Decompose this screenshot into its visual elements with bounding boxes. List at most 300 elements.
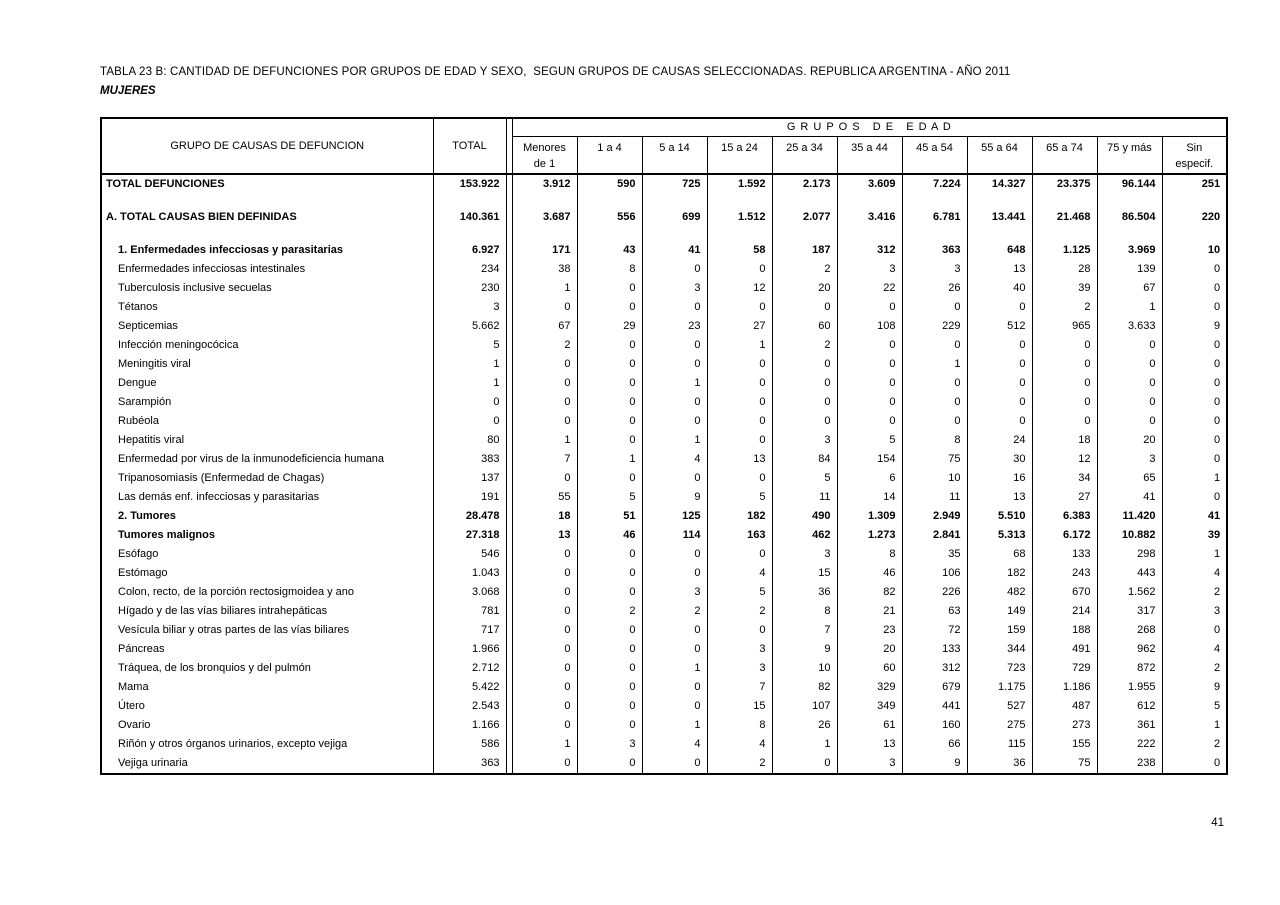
value-cell: 14.327 [967,174,1032,194]
value-cell: 0 [512,393,577,412]
total-value-cell: 153.922 [433,174,506,194]
value-cell: 27 [707,317,772,336]
value-cell: 2 [1032,298,1097,317]
value-cell: 0 [642,564,707,583]
value-cell: 512 [967,317,1032,336]
value-cell: 0 [642,355,707,374]
value-cell: 36 [772,583,837,602]
value-cell: 220 [1162,208,1227,227]
value-cell: 7 [512,450,577,469]
value-cell: 490 [772,507,837,526]
age-column-header [707,136,772,174]
value-cell: 5.313 [967,526,1032,545]
value-cell: 0 [577,659,642,678]
value-cell: 82 [837,583,902,602]
value-cell: 0 [577,412,642,431]
value-cell: 58 [707,241,772,260]
value-cell: 7.224 [902,174,967,194]
value-cell: 5 [707,488,772,507]
total-value-cell: 140.361 [433,208,506,227]
value-cell: 160 [902,716,967,735]
value-cell: 171 [512,241,577,260]
total-value-cell: 28.478 [433,507,506,526]
cause-label: Tripanosomiasis (Enfermedad de Chagas) [101,469,433,488]
value-cell: 0 [1162,279,1227,298]
value-cell: 61 [837,716,902,735]
value-cell: 1.955 [1097,678,1162,697]
value-cell: 30 [967,450,1032,469]
value-cell: 3 [902,260,967,279]
value-cell: 487 [1032,697,1097,716]
value-cell: 6.781 [902,208,967,227]
age-column-header [837,136,902,174]
value-cell: 491 [1032,640,1097,659]
value-cell: 29 [577,317,642,336]
age-column-header [772,136,837,174]
value-cell: 13 [967,260,1032,279]
cause-label: Mama [101,678,433,697]
value-cell: 0 [902,374,967,393]
table-row [101,697,1227,716]
value-cell: 82 [772,678,837,697]
table-row [101,583,1227,602]
value-cell: 18 [1032,431,1097,450]
value-cell: 0 [967,374,1032,393]
cause-label: 1. Enfermedades infecciosas y parasitarias [101,241,433,260]
value-cell: 0 [512,754,577,774]
value-cell: 3.969 [1097,241,1162,260]
value-cell: 0 [902,336,967,355]
value-cell: 3.687 [512,208,577,227]
value-cell: 21.468 [1032,208,1097,227]
table-row [101,488,1227,507]
table-row [101,208,1227,227]
value-cell: 20 [1097,431,1162,450]
value-cell: 0 [707,298,772,317]
value-cell [642,194,707,208]
value-cell: 0 [772,412,837,431]
value-cell: 26 [902,279,967,298]
value-cell: 3.912 [512,174,577,194]
value-cell: 75 [902,450,967,469]
value-cell: 0 [512,545,577,564]
value-cell: 12 [707,279,772,298]
value-cell: 1 [1162,469,1227,488]
value-cell: 39 [1162,526,1227,545]
value-cell: 11 [902,488,967,507]
value-cell: 0 [707,431,772,450]
value-cell: 1 [707,336,772,355]
total-column-header: TOTAL [433,118,506,174]
value-cell: 8 [577,260,642,279]
total-value-cell: 6.927 [433,241,506,260]
value-cell: 329 [837,678,902,697]
value-cell: 0 [512,355,577,374]
value-cell: 155 [1032,735,1097,754]
value-cell: 2 [1162,659,1227,678]
value-cell: 243 [1032,564,1097,583]
cause-label [101,227,433,241]
value-cell: 8 [707,716,772,735]
value-cell: 1 [1162,716,1227,735]
value-cell: 0 [512,640,577,659]
value-cell: 2 [772,260,837,279]
cause-label: Ovario [101,716,433,735]
value-cell: 0 [642,469,707,488]
value-cell: 0 [577,298,642,317]
total-value-cell: 3 [433,298,506,317]
value-cell: 0 [707,374,772,393]
value-cell: 3 [577,735,642,754]
value-cell: 214 [1032,602,1097,621]
cause-label: Sarampión [101,393,433,412]
value-cell: 0 [642,298,707,317]
total-value-cell: 0 [433,412,506,431]
value-cell: 0 [1162,336,1227,355]
value-cell: 462 [772,526,837,545]
value-cell: 0 [512,374,577,393]
value-cell: 251 [1162,174,1227,194]
value-cell: 363 [902,241,967,260]
value-cell: 0 [772,374,837,393]
age-header-line: 15 a 24 [721,141,758,154]
value-cell: 0 [577,583,642,602]
value-cell: 2.841 [902,526,967,545]
value-cell: 0 [577,336,642,355]
value-cell: 0 [707,393,772,412]
value-cell: 22 [837,279,902,298]
value-cell: 349 [837,697,902,716]
value-cell: 0 [837,355,902,374]
value-cell: 7 [707,678,772,697]
page-number: 41 [1211,817,1224,829]
value-cell: 0 [642,412,707,431]
value-cell: 312 [837,241,902,260]
value-cell: 60 [772,317,837,336]
age-header-line: 35 a 44 [851,141,888,154]
value-cell: 0 [1032,355,1097,374]
value-cell: 317 [1097,602,1162,621]
value-cell: 441 [902,697,967,716]
value-cell [1032,227,1097,241]
value-cell: 0 [577,621,642,640]
value-cell: 4 [707,735,772,754]
value-cell: 0 [1162,374,1227,393]
cause-column-header: GRUPO DE CAUSAS DE DEFUNCION [101,118,433,174]
value-cell: 2 [577,602,642,621]
value-cell: 443 [1097,564,1162,583]
cause-label: A. TOTAL CAUSAS BIEN DEFINIDAS [101,208,433,227]
value-cell: 5.510 [967,507,1032,526]
age-header-line: 45 a 54 [916,141,953,154]
value-cell: 3 [642,279,707,298]
value-cell [1162,194,1227,208]
value-cell: 1.562 [1097,583,1162,602]
value-cell: 41 [1097,488,1162,507]
value-cell: 0 [1162,412,1227,431]
value-cell: 6 [837,469,902,488]
value-cell: 0 [707,355,772,374]
cause-label: Hepatitis viral [101,431,433,450]
value-cell: 3.609 [837,174,902,194]
value-cell [577,227,642,241]
table-row [101,640,1227,659]
value-cell: 41 [1162,507,1227,526]
table-row [101,545,1227,564]
value-cell: 9 [902,754,967,774]
table-row [101,621,1227,640]
value-cell: 5 [837,431,902,450]
value-cell: 20 [837,640,902,659]
value-cell: 0 [902,298,967,317]
total-value-cell: 5 [433,336,506,355]
age-header-line: de 1 [533,157,556,170]
value-cell: 1 [1162,545,1227,564]
age-column-header [512,136,577,174]
table-row [101,716,1227,735]
value-cell: 0 [1162,393,1227,412]
value-cell: 2 [772,336,837,355]
total-value-cell: 1.043 [433,564,506,583]
table-row [101,602,1227,621]
value-cell: 68 [967,545,1032,564]
age-column-header [1162,136,1227,174]
value-cell: 1.273 [837,526,902,545]
value-cell: 0 [1162,754,1227,774]
value-cell: 1 [642,374,707,393]
value-cell: 4 [1162,564,1227,583]
value-cell: 222 [1097,735,1162,754]
value-cell: 648 [967,241,1032,260]
cause-label: Dengue [101,374,433,393]
value-cell: 0 [1162,488,1227,507]
value-cell: 0 [1162,298,1227,317]
value-cell: 10 [772,659,837,678]
value-cell: 0 [707,469,772,488]
value-cell [902,227,967,241]
table-row [101,450,1227,469]
value-cell: 188 [1032,621,1097,640]
value-cell: 872 [1097,659,1162,678]
cause-label: Riñón y otros órganos urinarios, excepto vejiga [101,735,433,754]
value-cell: 1 [642,431,707,450]
age-column-header [967,136,1032,174]
value-cell: 67 [512,317,577,336]
spacer-row [101,227,1227,241]
value-cell: 1.512 [707,208,772,227]
table-row [101,336,1227,355]
value-cell: 72 [902,621,967,640]
value-cell: 55 [512,488,577,507]
value-cell: 21 [837,602,902,621]
age-header-line: Menores [523,141,566,154]
value-cell: 5 [707,583,772,602]
value-cell: 182 [967,564,1032,583]
table-row [101,241,1227,260]
value-cell: 275 [967,716,1032,735]
value-cell: 0 [577,469,642,488]
value-cell: 0 [707,412,772,431]
value-cell: 723 [967,659,1032,678]
value-cell: 0 [577,716,642,735]
value-cell: 0 [512,298,577,317]
value-cell: 38 [512,260,577,279]
value-cell: 11 [772,488,837,507]
value-cell: 0 [512,602,577,621]
value-cell: 0 [642,621,707,640]
value-cell: 20 [772,279,837,298]
value-cell: 965 [1032,317,1097,336]
total-value-cell: 1 [433,355,506,374]
value-cell: 0 [642,640,707,659]
cause-label: Septicemias [101,317,433,336]
value-cell: 1 [512,279,577,298]
value-cell: 34 [1032,469,1097,488]
document-title: TABLA 23 B: CANTIDAD DE DEFUNCIONES POR GRUPOS DE EDAD Y SEXO, SEGUN GRUPOS DE CAUSAS SELECCIONADAS. REPUBLICA ARGENTINA - AÑO 2011 [100,66,1011,78]
value-cell: 962 [1097,640,1162,659]
value-cell: 43 [577,241,642,260]
total-value-cell: 781 [433,602,506,621]
value-cell: 0 [1162,355,1227,374]
total-value-cell: 717 [433,621,506,640]
group-header-row [101,118,1227,136]
value-cell: 0 [642,754,707,774]
value-cell: 0 [1032,412,1097,431]
value-cell: 482 [967,583,1032,602]
value-cell [837,227,902,241]
age-header-line: 1 a 4 [597,141,622,154]
value-cell: 39 [1032,279,1097,298]
age-column-header [902,136,967,174]
value-cell: 0 [577,564,642,583]
value-cell: 9 [1162,317,1227,336]
value-cell: 1 [642,716,707,735]
total-value-cell: 80 [433,431,506,450]
age-column-header [577,136,642,174]
value-cell: 133 [1032,545,1097,564]
value-cell: 26 [772,716,837,735]
age-header-line: 25 a 34 [786,141,823,154]
value-cell: 2.949 [902,507,967,526]
value-cell: 40 [967,279,1032,298]
value-cell: 0 [967,298,1032,317]
value-cell: 10 [902,469,967,488]
cause-label: Tráquea, de los bronquios y del pulmón [101,659,433,678]
age-header-line: Sin [1186,141,1203,154]
value-cell: 0 [1032,336,1097,355]
age-header-line: especif. [1175,157,1214,170]
value-cell: 187 [772,241,837,260]
value-cell: 0 [577,545,642,564]
total-value-cell: 230 [433,279,506,298]
value-cell: 0 [967,393,1032,412]
value-cell: 5 [772,469,837,488]
value-cell: 238 [1097,754,1162,774]
value-cell: 0 [642,260,707,279]
value-cell: 0 [1097,412,1162,431]
value-cell: 0 [1162,260,1227,279]
value-cell: 114 [642,526,707,545]
total-value-cell: 5.662 [433,317,506,336]
value-cell: 0 [642,393,707,412]
value-cell: 3 [837,260,902,279]
cause-label: Rubéola [101,412,433,431]
value-cell [967,227,1032,241]
value-cell: 679 [902,678,967,697]
value-cell: 2 [1162,583,1227,602]
value-cell: 0 [512,659,577,678]
total-value-cell [433,194,506,208]
value-cell: 0 [1162,431,1227,450]
table-row [101,431,1227,450]
value-cell: 0 [772,355,837,374]
value-cell: 3.633 [1097,317,1162,336]
value-cell: 5 [577,488,642,507]
value-cell [967,194,1032,208]
value-cell: 3 [837,754,902,774]
cause-label: Páncreas [101,640,433,659]
value-cell: 23 [642,317,707,336]
value-cell: 3 [772,431,837,450]
value-cell: 2.173 [772,174,837,194]
value-cell [1097,227,1162,241]
cause-label: Colon, recto, de la porción rectosigmoidea y ano [101,583,433,602]
value-cell: 268 [1097,621,1162,640]
value-cell: 3 [707,659,772,678]
total-value-cell: 1.166 [433,716,506,735]
value-cell: 0 [837,412,902,431]
value-cell: 0 [512,469,577,488]
value-cell: 0 [707,545,772,564]
value-cell: 0 [837,374,902,393]
value-cell: 729 [1032,659,1097,678]
value-cell: 0 [512,621,577,640]
value-cell: 0 [512,564,577,583]
cause-label: Las demás enf. infecciosas y parasitarias [101,488,433,507]
value-cell [772,227,837,241]
value-cell: 0 [577,393,642,412]
value-cell: 0 [902,412,967,431]
value-cell: 3.416 [837,208,902,227]
value-cell: 3 [707,640,772,659]
value-cell: 527 [967,697,1032,716]
value-cell: 590 [577,174,642,194]
value-cell [707,194,772,208]
age-column-header [642,136,707,174]
value-cell: 1 [642,659,707,678]
age-header-line: 5 a 14 [659,141,690,154]
value-cell: 670 [1032,583,1097,602]
table-row [101,507,1227,526]
value-cell: 10 [1162,241,1227,260]
value-cell: 3 [1162,602,1227,621]
table-row [101,412,1227,431]
total-value-cell [433,227,506,241]
table-row [101,174,1227,194]
value-cell: 1.175 [967,678,1032,697]
cause-label: Tuberculosis inclusive secuelas [101,279,433,298]
value-cell: 0 [512,716,577,735]
value-cell: 2 [512,336,577,355]
value-cell: 10.882 [1097,526,1162,545]
value-cell: 6.172 [1032,526,1097,545]
value-cell: 4 [1162,640,1227,659]
value-cell: 12 [1032,450,1097,469]
value-cell: 1 [512,431,577,450]
value-cell: 0 [902,393,967,412]
cause-label: Vesícula biliar y otras partes de las vías biliares [101,621,433,640]
value-cell: 106 [902,564,967,583]
